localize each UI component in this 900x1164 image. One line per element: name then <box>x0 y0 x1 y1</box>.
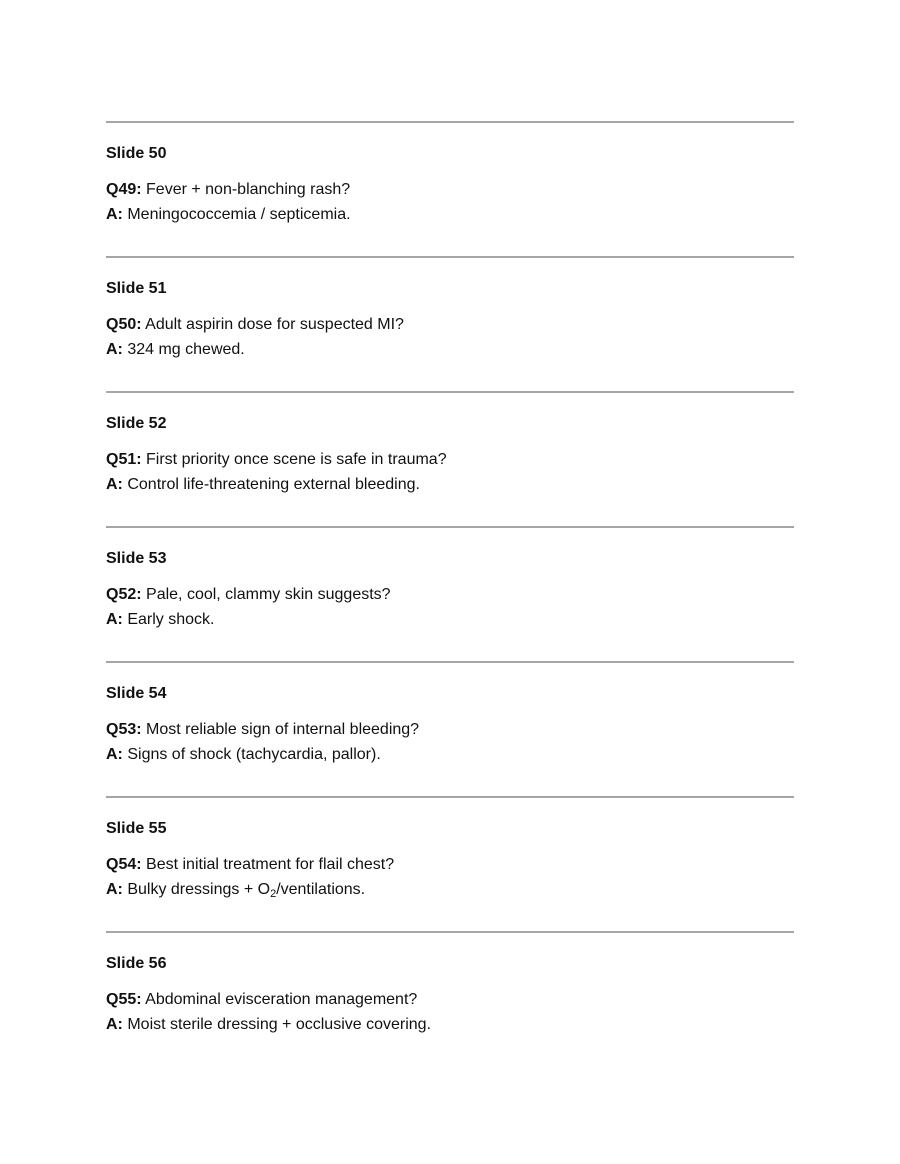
slide-50-section <box>106 121 794 256</box>
slide-heading: Slide 55 <box>106 820 167 837</box>
slide-heading: Slide 56 <box>106 955 167 972</box>
question-line <box>106 990 417 1010</box>
answer-label: A: <box>106 476 123 493</box>
question-text: Fever + non-blanching rash? <box>141 181 351 198</box>
document-page <box>106 121 794 1066</box>
section-divider <box>106 796 794 798</box>
question-line <box>106 855 394 875</box>
answer-text: Signs of shock (tachycardia, pallor). <box>122 746 381 763</box>
question-line <box>106 180 350 200</box>
answer-text: Meningococcemia / septicemia. <box>122 206 351 223</box>
question-label: Q50: <box>106 316 142 333</box>
question-label: Q55: <box>106 991 142 1008</box>
answer-text: 324 mg chewed. <box>122 341 245 358</box>
question-line <box>106 720 419 740</box>
question-text: Most reliable sign of internal bleeding? <box>141 721 420 738</box>
answer-label: A: <box>106 1016 123 1033</box>
answer-line <box>106 475 420 495</box>
question-line <box>106 315 404 335</box>
answer-label: A: <box>106 206 123 223</box>
section-divider <box>106 931 794 933</box>
answer-text: Control life-threatening external bleeding. <box>122 476 420 493</box>
slide-heading: Slide 53 <box>106 550 167 567</box>
section-divider <box>106 661 794 663</box>
slide-53-section <box>106 526 794 661</box>
slide-heading: Slide 51 <box>106 280 167 297</box>
slide-55-section <box>106 796 794 931</box>
answer-text: Moist sterile dressing + occlusive covering. <box>122 1016 432 1033</box>
question-label: Q52: <box>106 586 142 603</box>
section-divider <box>106 391 794 393</box>
answer-text: Bulky dressings + O <box>122 881 271 898</box>
question-text: Best initial treatment for flail chest? <box>141 856 395 873</box>
slide-52-section <box>106 391 794 526</box>
slide-heading: Slide 52 <box>106 415 167 432</box>
slide-heading: Slide 54 <box>106 685 167 702</box>
question-text: First priority once scene is safe in trauma? <box>141 451 447 468</box>
answer-line <box>106 1015 431 1035</box>
answer-subscript: 2 <box>270 888 277 900</box>
answer-label: A: <box>106 746 123 763</box>
section-divider <box>106 526 794 528</box>
answer-line <box>106 880 365 900</box>
question-text: Adult aspirin dose for suspected MI? <box>141 316 404 333</box>
answer-label: A: <box>106 341 123 358</box>
question-line <box>106 450 447 470</box>
question-label: Q49: <box>106 181 142 198</box>
answer-line <box>106 745 381 765</box>
answer-line <box>106 340 245 360</box>
question-label: Q54: <box>106 856 142 873</box>
answer-line <box>106 610 214 630</box>
slide-heading: Slide 50 <box>106 145 167 162</box>
answer-label: A: <box>106 611 123 628</box>
question-line <box>106 585 391 605</box>
answer-text: Early shock. <box>122 611 215 628</box>
answer-line <box>106 205 351 225</box>
slide-51-section <box>106 256 794 391</box>
slide-54-section <box>106 661 794 796</box>
section-divider <box>106 256 794 258</box>
slide-56-section <box>106 931 794 1066</box>
question-label: Q51: <box>106 451 142 468</box>
answer-text-post: /ventilations. <box>276 881 366 898</box>
answer-label: A: <box>106 881 123 898</box>
question-text: Abdominal evisceration management? <box>141 991 418 1008</box>
question-label: Q53: <box>106 721 142 738</box>
section-divider <box>106 121 794 123</box>
question-text: Pale, cool, clammy skin suggests? <box>141 586 391 603</box>
